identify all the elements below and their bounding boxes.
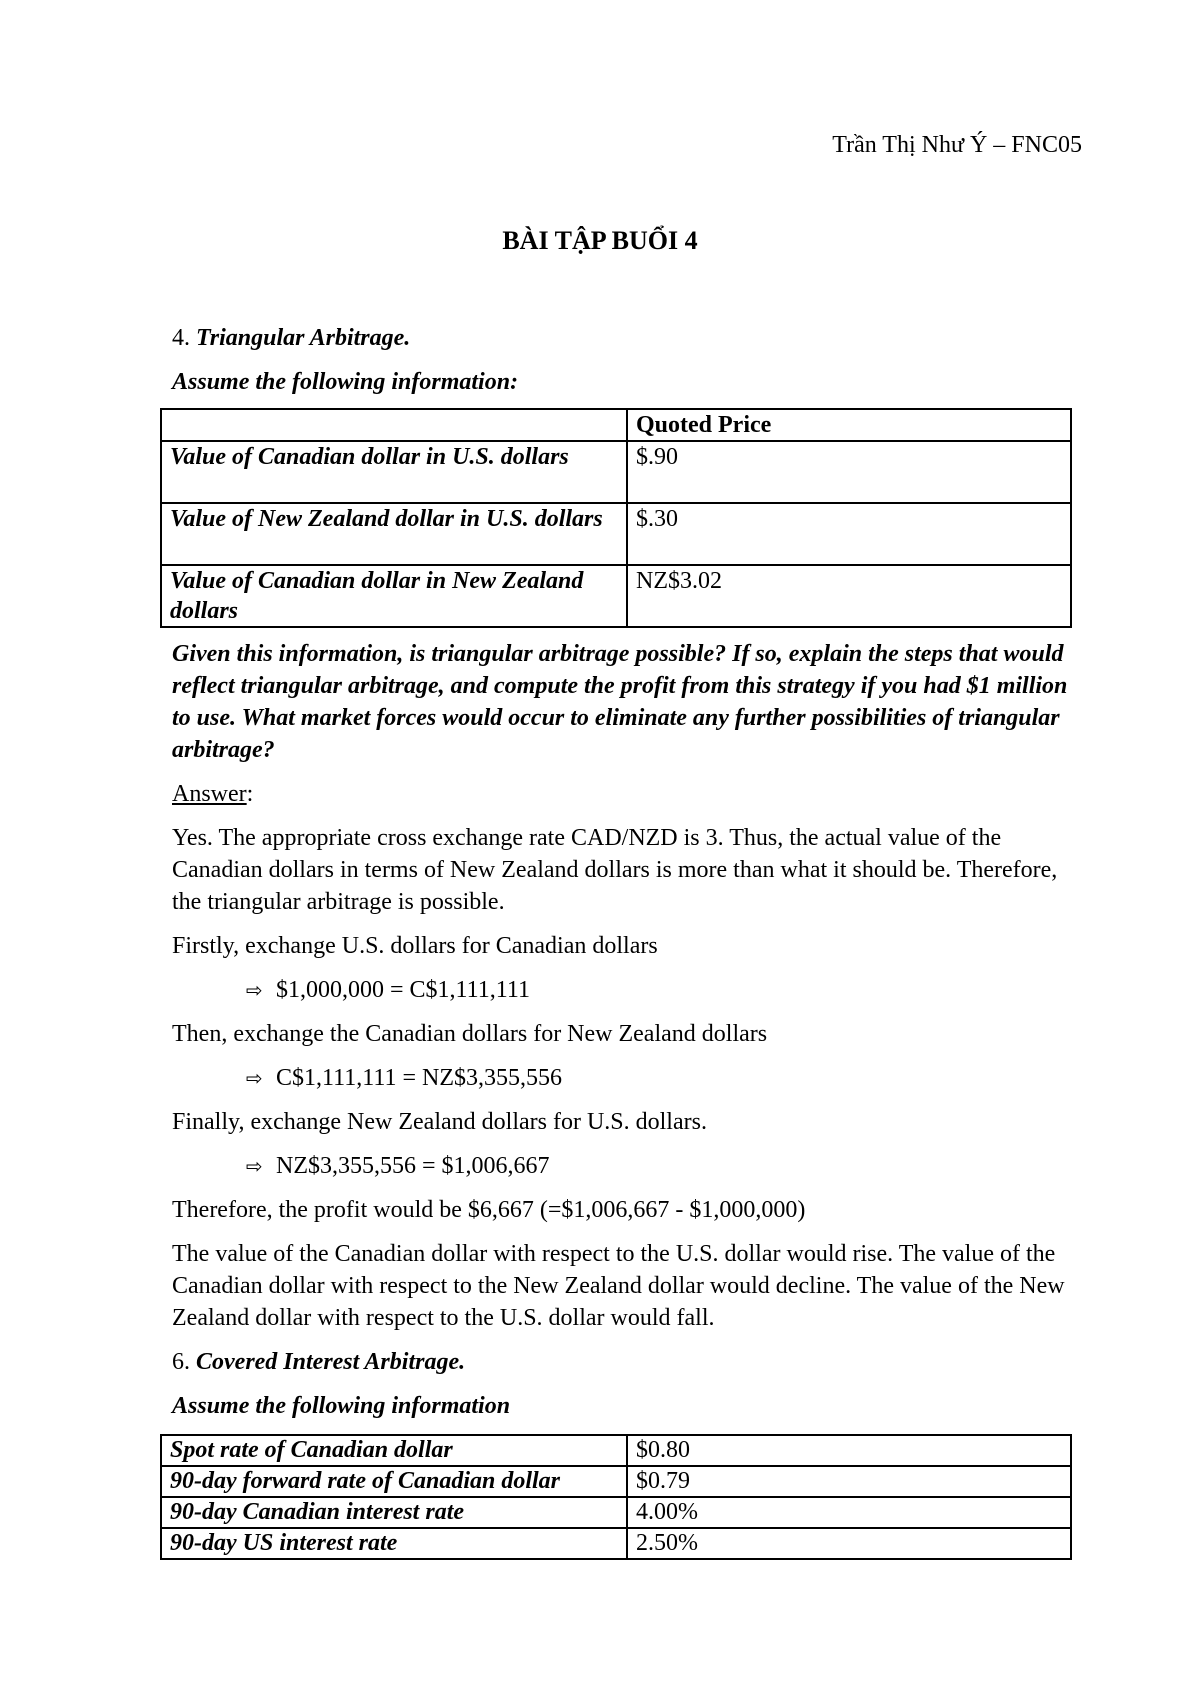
table-row: [161, 1435, 1071, 1466]
page-title: BÀI TẬP BUỔI 4: [502, 226, 698, 255]
q6-topic: Covered Interest Arbitrage.: [196, 1349, 466, 1375]
table-cell: Value of New Zealand dollar in U.S. dollars: [161, 503, 627, 565]
answer-paragraph-1: Yes. The appropriate cross exchange rate CAD/NZD is 3. Thus, the actual value of the Canadian dollars in terms of New Zealand dollars is more than what it should be. Therefore, the triangular arbitrage is possible.: [172, 825, 1058, 915]
table-row: [161, 503, 1071, 565]
q6-table: [160, 1434, 1072, 1560]
table-row: [161, 1466, 1071, 1497]
calc-1-text: $1,000,000 = C$1,111,111: [276, 977, 530, 1003]
table-header-cell: [161, 409, 627, 441]
table-cell: Value of Canadian dollar in New Zealand dollars: [161, 565, 627, 627]
table-cell: 4.00%: [627, 1497, 1071, 1528]
table-row: [161, 565, 1071, 627]
q4-question: Given this information, is triangular arbitrage possible? If so, explain the steps that would reflect triangular arbitrage, and compute the profit from this strategy if you had $1 million to use. What market forces would occur to eliminate any further possibilities of triangular arbitrage?: [172, 641, 1068, 763]
answer-heading: [172, 778, 1082, 810]
q6-table-wrap: [160, 1434, 1070, 1560]
table-cell: $0.80: [627, 1435, 1071, 1466]
answer-label: Answer: [172, 781, 247, 807]
table-cell: 2.50%: [627, 1528, 1071, 1559]
table-cell: 90-day Canadian interest rate: [161, 1497, 627, 1528]
table-cell: $.30: [627, 503, 1071, 565]
answer-paragraph-2: The value of the Canadian dollar with respect to the U.S. dollar would rise. The value of the Canadian dollar with respect to the New Zealand dollar would decline. The value of the New Zealand dollar with respect to the U.S. dollar would fall.: [172, 1241, 1065, 1331]
table-row: [161, 441, 1071, 503]
table-cell: NZ$3.02: [627, 565, 1071, 627]
arrow-right-icon: ⇨: [246, 978, 263, 1002]
q4-heading: [172, 322, 1082, 354]
table-cell: 90-day forward rate of Canadian dollar: [161, 1466, 627, 1497]
calc-3-text: NZ$3,355,556 = $1,006,667: [276, 1153, 550, 1179]
table-row: [161, 409, 1071, 441]
author-line: Trần Thị Như Ý – FNC05: [832, 132, 1082, 158]
table-row: [161, 1497, 1071, 1528]
q4-table-wrap: [160, 408, 1070, 628]
table-row: [161, 1528, 1071, 1559]
table-cell: 90-day US interest rate: [161, 1528, 627, 1559]
profit-text: Therefore, the profit would be $6,667 (=$1,006,667 - $1,000,000): [172, 1197, 806, 1223]
table-cell: $0.79: [627, 1466, 1071, 1497]
q4-number: 4.: [172, 325, 190, 351]
q6-heading: [172, 1346, 1082, 1378]
calc-3: [172, 1150, 1156, 1182]
calc-2: [172, 1062, 1156, 1094]
q6-intro: Assume the following information: [172, 1393, 511, 1419]
calc-2-text: C$1,111,111 = NZ$3,355,556: [276, 1065, 562, 1091]
arrow-right-icon: ⇨: [246, 1154, 263, 1178]
table-cell: Value of Canadian dollar in U.S. dollars: [161, 441, 627, 503]
table-cell: Spot rate of Canadian dollar: [161, 1435, 627, 1466]
step-3-text: Finally, exchange New Zealand dollars for U.S. dollars.: [172, 1109, 707, 1135]
arrow-right-icon: ⇨: [246, 1066, 263, 1090]
table-header-cell: Quoted Price: [627, 409, 1071, 441]
q6-number: 6.: [172, 1349, 190, 1375]
step-1-text: Firstly, exchange U.S. dollars for Canadian dollars: [172, 933, 658, 959]
answer-colon: :: [246, 781, 254, 807]
table-cell: $.90: [627, 441, 1071, 503]
step-2-text: Then, exchange the Canadian dollars for New Zealand dollars: [172, 1021, 768, 1047]
calc-1: [172, 974, 1156, 1006]
q4-table: [160, 408, 1072, 628]
q4-intro: Assume the following information:: [172, 369, 519, 395]
q4-topic: Triangular Arbitrage.: [196, 325, 411, 351]
